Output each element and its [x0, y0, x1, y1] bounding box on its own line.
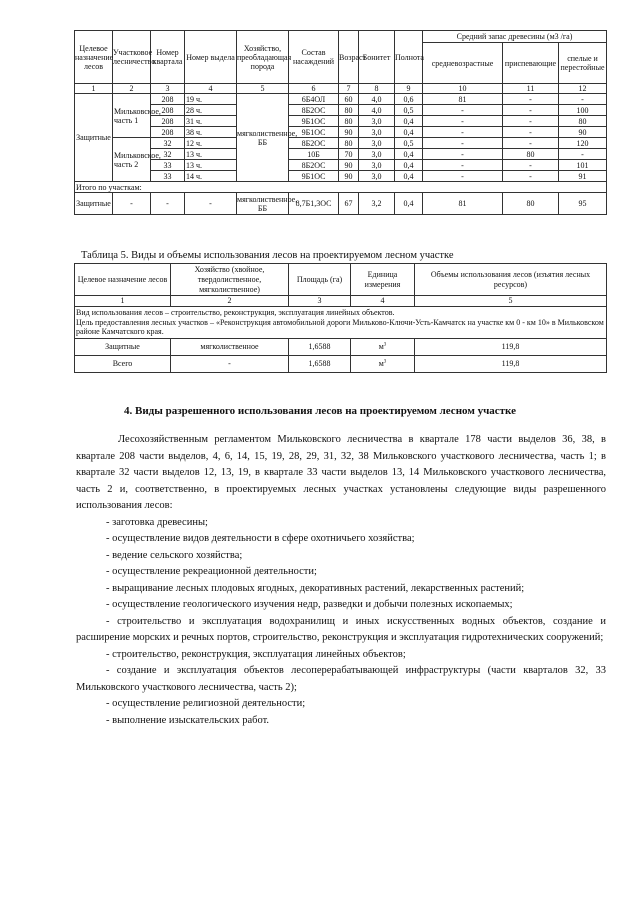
- col-num: 5: [415, 296, 607, 307]
- cell-age: 90: [339, 160, 359, 171]
- cell-middle-aged: -: [423, 138, 503, 149]
- cell-composition: 10Б: [289, 149, 339, 160]
- cell-maturing: -: [503, 127, 559, 138]
- cell-composition: 8Б2ОС: [289, 160, 339, 171]
- t5-cell-unit: [351, 356, 415, 373]
- col-num: 2: [113, 84, 151, 94]
- cell-middle-aged: -: [423, 171, 503, 182]
- cell-maturing: -: [503, 138, 559, 149]
- cell-density: 0,4: [395, 149, 423, 160]
- table-row: [75, 94, 607, 105]
- cell-mature: 80: [559, 116, 607, 127]
- total-bonitet: 3,2: [359, 193, 395, 215]
- cell-middle-aged: -: [423, 160, 503, 171]
- t5-header-area: Площадь (га): [289, 264, 351, 296]
- cell-quarter: 208: [151, 116, 185, 127]
- cell-density: 0,5: [395, 105, 423, 116]
- col-num: 8: [359, 84, 395, 94]
- header-allotment: Номер выдела: [185, 31, 237, 84]
- list-item: - заготовка древесины;: [106, 516, 208, 528]
- cell-age: 80: [339, 116, 359, 127]
- total-density: 0,4: [395, 193, 423, 215]
- group-household: мягколиственное, ББ: [237, 94, 289, 182]
- cell-maturing: -: [503, 94, 559, 105]
- unit-text: м: [378, 342, 384, 351]
- cell-bonitet: 3,0: [359, 160, 395, 171]
- list-item: - ведение сельского хозяйства;: [106, 549, 243, 561]
- table-row: [75, 339, 607, 356]
- t5-column-numbers: [75, 296, 607, 307]
- t5-header-volume: Объемы использования лесов (изъятия лесных ресурсов): [415, 264, 607, 296]
- cell-maturing: -: [503, 160, 559, 171]
- t5-cell-household: мягколиственное: [171, 339, 289, 356]
- cell-composition: 9Б1ОС: [289, 116, 339, 127]
- header-quarter: Номер квартала: [151, 31, 185, 84]
- col-num: 1: [75, 84, 113, 94]
- total-label-row: [75, 182, 607, 193]
- header-maturing: приспевающие: [503, 43, 559, 84]
- col-num: 1: [75, 296, 171, 307]
- cell-middle-aged: -: [423, 127, 503, 138]
- cell-age: 80: [339, 105, 359, 116]
- cell-density: 0,4: [395, 171, 423, 182]
- cell-maturing: -: [503, 171, 559, 182]
- cell-composition: 8Б2ОС: [289, 105, 339, 116]
- list-item: - выполнение изыскательских работ.: [106, 714, 270, 726]
- cell-quarter: 208: [151, 105, 185, 116]
- total-household: мягколиственное, ББ: [237, 194, 298, 213]
- cell-maturing: -: [503, 105, 559, 116]
- cell-quarter: 32: [151, 149, 185, 160]
- t5-cell-unit: [351, 339, 415, 356]
- cell-bonitet: 4,0: [359, 94, 395, 105]
- list-item: - осуществление видов деятельности в сфере охотничьего хозяйства;: [106, 533, 415, 544]
- table-row: [75, 160, 607, 171]
- cell-quarter: 33: [151, 160, 185, 171]
- cell-age: 80: [339, 138, 359, 149]
- total-purpose: Защитные: [75, 193, 113, 215]
- unit-text: м: [378, 359, 384, 368]
- header-bonitet: Бонитет: [359, 31, 395, 84]
- cell-mature: 120: [559, 138, 607, 149]
- list-item: - осуществление рекреационной деятельности;: [106, 566, 317, 577]
- cell-allotment: 31 ч.: [185, 116, 237, 127]
- cell-quarter: 32: [151, 138, 185, 149]
- col-num: 3: [289, 296, 351, 307]
- list-item: - строительство, реконструкция, эксплуатация линейных объектов;: [106, 648, 406, 660]
- cell-density: 0,4: [395, 127, 423, 138]
- col-num: 6: [289, 84, 339, 94]
- cell-age: 70: [339, 149, 359, 160]
- intro-paragraph: Лесохозяйственным регламентом Мильковского лесничества в квартале 178 части выделов 36, 38, в квартале 208 части выделов, 4, 6, 14, 15, 19, 28, 29, 31, 32, 38 Мильковского участкового лесничества, часть 1; в квартале 32 части выделов 12, 13, 19, в квартале 33 части выделов 13, 14 Мильковского участкового лесничества, часть 2 и, соответственно, в проектируемых лесных участках установлены следующие виды разрешенного использования лесов:: [76, 434, 606, 511]
- cell-middle-aged: -: [423, 149, 503, 160]
- forestry-part-1: Мильковское, часть 1: [113, 94, 151, 138]
- cell-allotment: 13 ч.: [185, 160, 237, 171]
- cell-mature: 100: [559, 105, 607, 116]
- cell-middle-aged: -: [423, 116, 503, 127]
- cell-bonitet: 3,0: [359, 138, 395, 149]
- cell-mature: 90: [559, 127, 607, 138]
- cell-density: 0,4: [395, 116, 423, 127]
- cell-mature: -: [559, 149, 607, 160]
- total-quarter: -: [151, 193, 185, 215]
- cell-middle-aged: 81: [423, 94, 503, 105]
- section-heading: 4. Виды разрешенного использования лесов на проектируемом лесном участке: [124, 405, 516, 417]
- cell-allotment: 14 ч.: [185, 171, 237, 182]
- header-age: Возраст: [339, 31, 359, 84]
- table-row: [75, 138, 607, 149]
- unit-exponent: 3: [383, 359, 387, 365]
- cell-maturing: 80: [503, 149, 559, 160]
- t5-header-unit: Единица измерения: [351, 264, 415, 296]
- cell-mature: 91: [559, 171, 607, 182]
- t5-usage-purpose-cell: [75, 307, 607, 339]
- header-avg-stock: Средний запас древесины (м3 /га): [423, 31, 607, 43]
- t5-cell-purpose: Защитные: [75, 339, 171, 356]
- section-body: [76, 432, 606, 729]
- col-num: 4: [351, 296, 415, 307]
- t5-cell-area: 1,6588: [289, 356, 351, 373]
- cell-allotment: 38 ч.: [185, 127, 237, 138]
- cell-composition: 6Б4ОЛ: [289, 94, 339, 105]
- col-num: 5: [237, 84, 289, 94]
- list-item: - выращивание лесных плодовых ягодных, декоративных растений, лекарственных растений;: [106, 582, 525, 594]
- header-forestry: Участковое лесничество: [113, 31, 151, 84]
- total-mature: 95: [559, 193, 607, 215]
- cell-mature: 101: [559, 160, 607, 171]
- header-household: Хозяйство, преобладающая порода: [237, 31, 289, 84]
- header-middle-aged: средневозрастные: [423, 43, 503, 84]
- cell-bonitet: 3,0: [359, 171, 395, 182]
- cell-quarter: 33: [151, 171, 185, 182]
- cell-bonitet: 3,0: [359, 116, 395, 127]
- col-num: 12: [559, 84, 607, 94]
- column-numbers-row: [75, 84, 607, 94]
- col-num: 3: [151, 84, 185, 94]
- cell-age: 60: [339, 94, 359, 105]
- table-row: [75, 171, 607, 182]
- list-item: - создание и эксплуатация объектов лесоперерабатывающей инфраструктуры (части кварталов 32, 33 Мильковского участкового лесничества, часть 2);: [76, 665, 606, 693]
- total-composition: 8,7Б1,3ОС: [289, 193, 339, 215]
- header-composition: Состав насаждений: [289, 31, 339, 84]
- table-row: [75, 127, 607, 138]
- col-num: 2: [171, 296, 289, 307]
- cell-allotment: 28 ч.: [185, 105, 237, 116]
- cell-quarter: 208: [151, 127, 185, 138]
- t5-purpose-line: Цель предоставления лесных участков – «Реконструкция автомобильной дороги Мильково-Ключи-Усть-Камчатск на участке км 0 - км 10» в Мильковском районе Камчатского края.: [76, 317, 604, 337]
- t5-cell-volume: 119,8: [415, 339, 607, 356]
- cell-allotment: 13 ч.: [185, 149, 237, 160]
- total-allotment: -: [185, 193, 237, 215]
- cell-density: 0,6: [395, 94, 423, 105]
- col-num: 10: [423, 84, 503, 94]
- col-num: 9: [395, 84, 423, 94]
- cell-middle-aged: -: [423, 105, 503, 116]
- col-num: 7: [339, 84, 359, 94]
- list-item: - строительство и эксплуатация водохранилищ и иных искусственных водных объектов, создание и расширение морских и речных портов, строительство, реконструкция и эксплуатация гидротехнических сооружений;: [76, 615, 606, 643]
- cell-composition: 9Б1ОС: [289, 171, 339, 182]
- unit-exponent: 3: [383, 342, 387, 348]
- list-item: - осуществление геологического изучения недр, разведки и добычи полезных ископаемых;: [106, 599, 513, 610]
- table-row: [75, 116, 607, 127]
- t5-usage-line: Вид использования лесов – строительство, реконструкция, эксплуатация линейных объектов.: [76, 308, 395, 318]
- t5-cell-purpose: Всего: [75, 356, 171, 373]
- cell-age: 90: [339, 127, 359, 138]
- t5-cell-household: -: [171, 356, 289, 373]
- total-row: [75, 193, 607, 215]
- cell-bonitet: 3,0: [359, 149, 395, 160]
- cell-density: 0,4: [395, 160, 423, 171]
- cell-mature: -: [559, 94, 607, 105]
- cell-maturing: -: [503, 116, 559, 127]
- forestry-part-2: Мильковское, часть 2: [113, 138, 151, 182]
- forest-stock-table: [74, 30, 607, 215]
- col-num: 11: [503, 84, 559, 94]
- header-purpose: Целевое назначение лесов: [75, 31, 113, 84]
- t5-cell-area: 1,6588: [289, 339, 351, 356]
- cell-bonitet: 3,0: [359, 127, 395, 138]
- t5-cell-volume: 119,8: [415, 356, 607, 373]
- header-mature: спелые и перестойные: [559, 43, 607, 84]
- total-maturing: 80: [503, 193, 559, 215]
- total-age: 67: [339, 193, 359, 215]
- cell-composition: 9Б1ОС: [289, 127, 339, 138]
- list-item: - осуществление религиозной деятельности;: [106, 698, 306, 709]
- cell-density: 0,5: [395, 138, 423, 149]
- total-middle-aged: 81: [423, 193, 503, 215]
- cell-allotment: 12 ч.: [185, 138, 237, 149]
- col-num: 4: [185, 84, 237, 94]
- total-label: Итого по участкам:: [75, 182, 607, 193]
- group-purpose: Защитные: [75, 94, 113, 182]
- table-row: [75, 356, 607, 373]
- cell-quarter: 208: [151, 94, 185, 105]
- forest-usage-table: [74, 263, 607, 373]
- t5-header-purpose: Целевое назначение лесов: [75, 264, 171, 296]
- cell-allotment: 19 ч.: [185, 94, 237, 105]
- t5-header-household: Хозяйство (хвойное, твердолиственное, мягколиственное): [171, 264, 289, 296]
- header-density: Полнота: [395, 31, 423, 84]
- cell-composition: 8Б2ОС: [289, 138, 339, 149]
- cell-bonitet: 4,0: [359, 105, 395, 116]
- cell-age: 90: [339, 171, 359, 182]
- table5-caption: Таблица 5. Виды и объемы использования лесов на проектируемом лесном участке: [81, 250, 454, 261]
- total-forestry: -: [113, 193, 151, 215]
